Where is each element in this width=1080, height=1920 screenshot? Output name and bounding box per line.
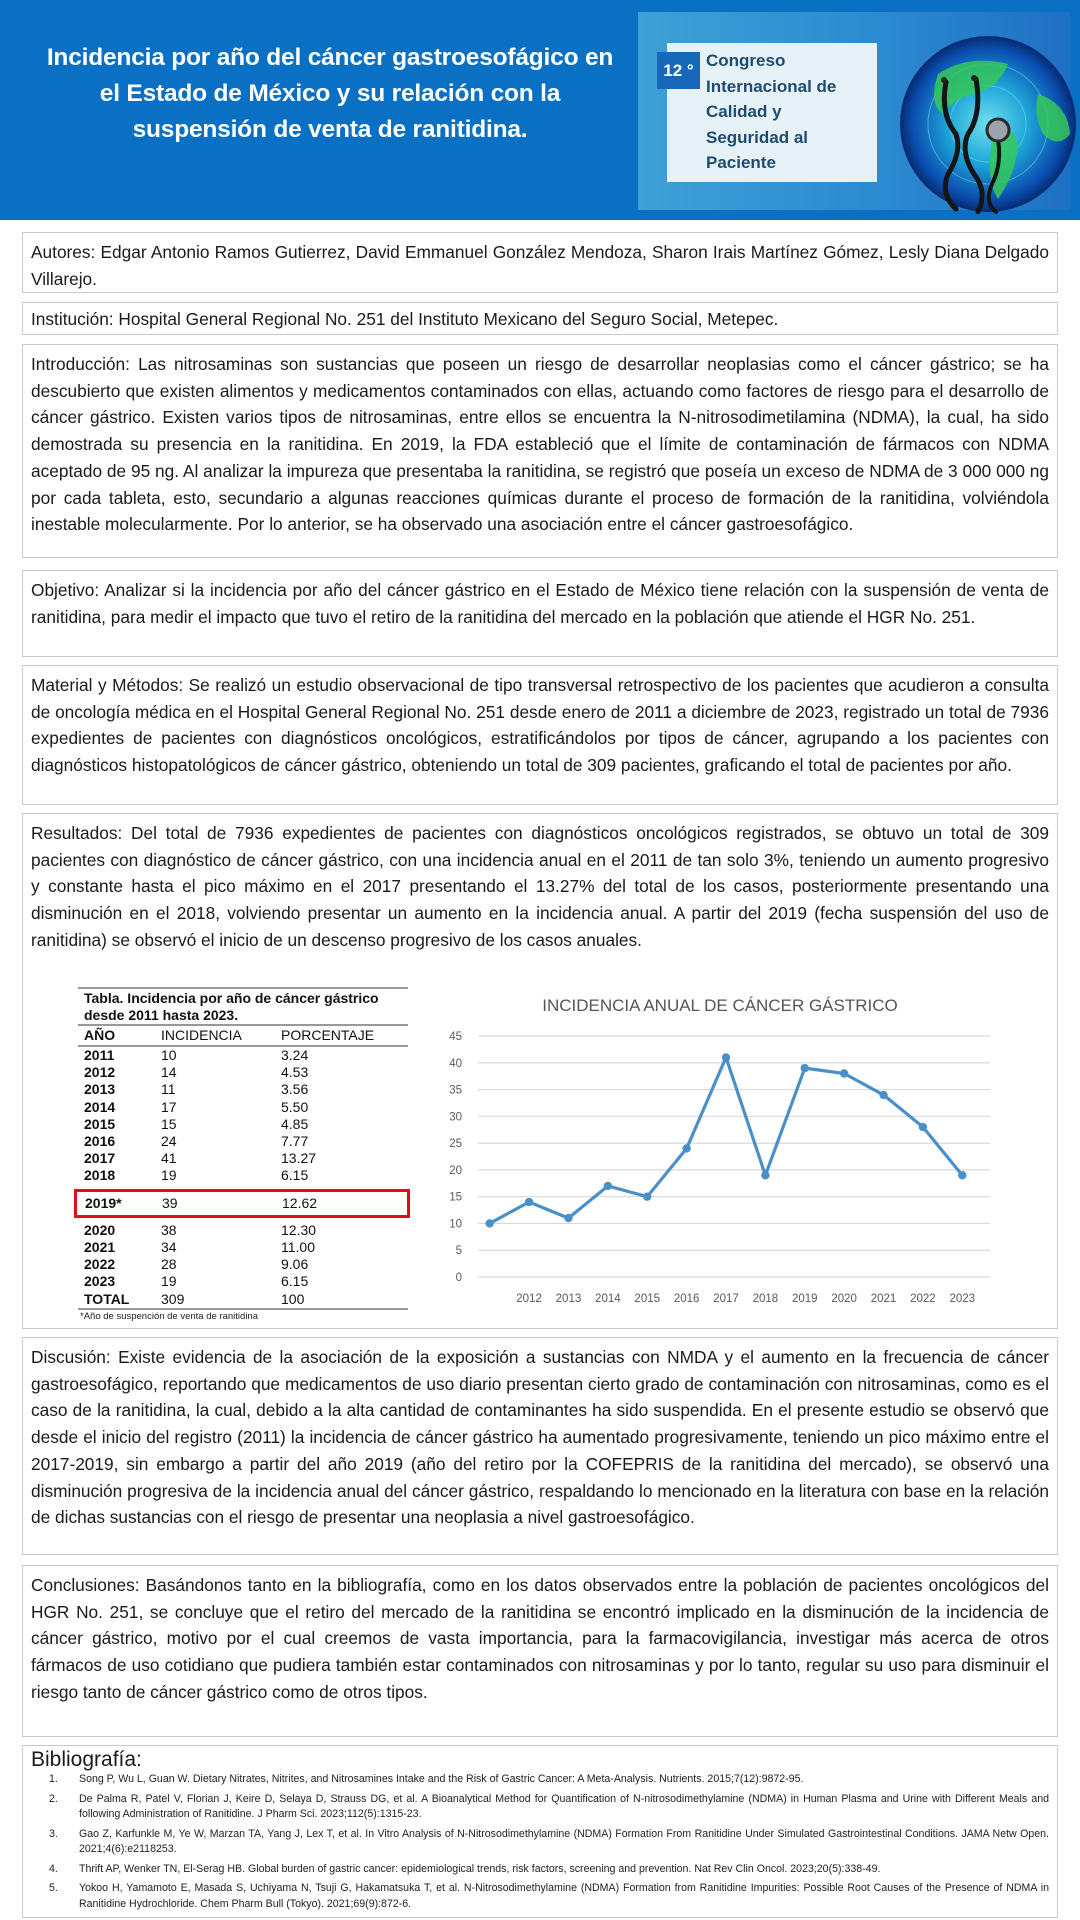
y-tick-label: 0 xyxy=(455,1272,462,1284)
table-cell-incidence: 15 xyxy=(161,1115,177,1132)
table-row xyxy=(78,1133,408,1150)
data-point xyxy=(879,1091,887,1099)
table-row-highlighted xyxy=(74,1189,410,1218)
incidence-series-line xyxy=(490,1057,963,1223)
discussion-section xyxy=(22,1337,1058,1555)
table-row xyxy=(78,1291,408,1310)
bibliography-number: 4. xyxy=(49,1862,58,1875)
table-row xyxy=(78,1047,408,1064)
table-cell-percentage: 4.85 xyxy=(281,1115,309,1132)
table-cell-percentage: 7.77 xyxy=(281,1133,309,1150)
table-cell-year: 2012 xyxy=(84,1064,116,1081)
table-row xyxy=(78,1256,408,1273)
globe-stethoscope-icon xyxy=(898,34,1078,214)
table-cell-percentage: 100 xyxy=(281,1290,305,1307)
authors-text: Autores: Edgar Antonio Ramos Gutierrez, David Emmanuel González Mendoza, Sharon Irais Martínez Gómez, Lesly Diana Delgado Villarejo. xyxy=(31,242,1049,289)
data-point xyxy=(564,1214,572,1222)
data-point xyxy=(958,1171,966,1179)
bibliography-heading: Bibliografía: xyxy=(31,1748,142,1771)
data-point xyxy=(682,1144,690,1152)
x-tick-label: 2014 xyxy=(595,1293,621,1305)
congress-logo xyxy=(638,12,1070,210)
table-cell-year: 2018 xyxy=(84,1167,116,1184)
table-row xyxy=(78,1064,408,1081)
y-tick-label: 10 xyxy=(449,1218,462,1231)
bibliography-item xyxy=(31,1827,1049,1858)
y-tick-label: 15 xyxy=(449,1191,462,1204)
bibliography-number: 3. xyxy=(49,1827,58,1840)
data-point xyxy=(722,1053,730,1061)
table-header-incidence: INCIDENCIA xyxy=(161,1027,242,1043)
data-point xyxy=(801,1064,809,1072)
table-cell-percentage: 3.56 xyxy=(281,1081,309,1098)
data-point xyxy=(761,1171,769,1179)
data-point xyxy=(485,1219,493,1227)
table-cell-percentage: 9.06 xyxy=(281,1256,309,1273)
table-cell-percentage: 6.15 xyxy=(281,1167,309,1184)
table-cell-percentage: 13.27 xyxy=(281,1150,317,1167)
x-tick-label: 2023 xyxy=(949,1293,976,1305)
introduction-text: Introducción: Las nitrosaminas son sustancias que poseen un riesgo de desarrollar neoplasias como el cáncer gástrico; se ha descubierto que existen alimentos y medicamentos contaminados con ellas, actuando como factores de riesgo para el desarrollo de cáncer gástrico. Existen varios tipos de nitrosaminas, entre ellos se encuentra la N-nitrosodimetilamina (NDMA), la cual, ha sido demostrada su presencia en la ranitidina. En 2019, la FDA estableció que el límite de contaminación de fármacos con NDMA aceptado de 95 ng. Al analizar la impureza que presentaba la ranitidina, se registró que poseía un exceso de NDMA de 3 000 000 ng por cada tableta, esto, secundario a algunas reacciones químicas durante el proceso de formación de la ranitidina, volviéndola inestable molecularmente. Por lo anterior, se ha observado una asociación entre el cáncer gastroesofágico. xyxy=(31,354,1049,535)
x-tick-label: 2017 xyxy=(713,1293,739,1305)
y-tick-label: 20 xyxy=(449,1164,462,1177)
bibliography-item xyxy=(31,1792,1049,1823)
methods-text: Material y Métodos: Se realizó un estudio observacional de tipo transversal retrospectivo de los pacientes que acudieron a consulta de oncología médica en el Hospital General Regional No. 251 desde enero de 2011 a diciembre de 2023, registrado un total de 7936 expedientes de pacientes con diagnósticos oncológicos, estratificándolos por tipos de cáncer, agrupando a los pacientes con diagnósticos histopatológicos de cáncer gástrico, obteniendo un total de 309 pacientes, graficando el total de pacientes por año. xyxy=(31,675,1049,776)
table-cell-percentage: 11.00 xyxy=(281,1239,315,1256)
y-tick-label: 45 xyxy=(449,1031,462,1043)
table-cell-year: 2016 xyxy=(84,1133,116,1150)
table-cell-year: 2023 xyxy=(84,1273,116,1290)
bibliography-number: 5. xyxy=(49,1882,58,1894)
bibliography-number: 1. xyxy=(49,1773,58,1785)
conclusions-section xyxy=(22,1565,1058,1737)
x-tick-label: 2019 xyxy=(791,1293,818,1305)
table-cell-percentage: 12.30 xyxy=(281,1221,317,1238)
bibliography-section xyxy=(22,1745,1058,1918)
table-cell-year: 2011 xyxy=(84,1047,115,1063)
table-cell-year: 2019* xyxy=(85,1194,122,1211)
poster-title: Incidencia por año del cáncer gastroesofágico en el Estado de México y su relación con la suspensión de venta de ranitidina. xyxy=(46,44,614,143)
table-row xyxy=(78,1222,408,1239)
table-cell-incidence: 39 xyxy=(162,1194,178,1211)
objective-text: Objetivo: Analizar si la incidencia por año del cáncer gástrico en el Estado de México tiene relación con la suspensión de venta de ranitidina, para medir el impacto que tuvo el retiro de la ranitidina del mercado en la población que atiende el HGR No. 251. xyxy=(31,580,1049,627)
table-cell-percentage: 3.24 xyxy=(281,1047,309,1063)
bibliography-text: De Palma R, Patel V, Florian J, Keire D, Selaya D, Strauss DG, et al. A Bioanalytical Method for Quantification of N-nitrosodimethylamine (NDMA) in Human Plasma and Urine with Different Meals and following Administration of Ranitidine. J Pharm Sci. 2023;112(5):1315-23. xyxy=(79,1792,1049,1820)
bibliography-text: Yokoo H, Yamamoto E, Masada S, Uchiyama N, Tsuji G, Hakamatsuka T, et al. N-Nitrosodimethylamine (NDMA) Formation from Ranitidine Impurities: Possible Root Causes of the Presence of NDMA in Ranitidine Hydrochloride. Chem Pharm Bull (Tokyo). 2021;69(9):872-6. xyxy=(79,1882,1049,1910)
y-tick-label: 25 xyxy=(449,1138,462,1151)
table-cell-percentage: 12.62 xyxy=(282,1194,318,1211)
table-cell-incidence: 10 xyxy=(161,1047,177,1063)
authors-section xyxy=(22,232,1058,293)
table-cell-incidence: 17 xyxy=(161,1098,177,1115)
x-tick-label: 2018 xyxy=(752,1293,779,1305)
bibliography-text: Song P, Wu L, Guan W. Dietary Nitrates, Nitrites, and Nitrosamines Intake and the Risk of Gastric Cancer: A Meta-Analysis. Nutrients. 2015;7(12):9872-95. xyxy=(79,1773,804,1785)
table-footnote: *Año de suspención de venta de ranitidina xyxy=(80,1310,258,1322)
bibliography-text: Thrift AP, Wenker TN, El-Serag HB. Global burden of gastric cancer: epidemiological trends, risk factors, screening and prevention. Nat Rev Clin Oncol. 2023;20(5):338-49. xyxy=(79,1862,881,1875)
table-cell-percentage: 6.15 xyxy=(281,1273,309,1290)
table-cell-incidence: 14 xyxy=(161,1064,177,1081)
table-row xyxy=(78,1099,408,1116)
table-cell-incidence: 24 xyxy=(161,1133,177,1150)
table-cell-percentage: 5.50 xyxy=(281,1098,309,1115)
table-cell-incidence: 309 xyxy=(161,1290,185,1307)
bibliography-item xyxy=(31,1772,1049,1788)
table-row xyxy=(78,1273,408,1290)
congress-name: Congreso Internacional de Calidad y Seguridad al Paciente xyxy=(706,51,837,172)
table-row xyxy=(78,1239,408,1256)
x-tick-label: 2021 xyxy=(870,1293,897,1305)
institution-text: Institución: Hospital General Regional No. 251 del Instituto Mexicano del Seguro Social, Metepec. xyxy=(31,309,779,329)
table-cell-year: 2020 xyxy=(84,1221,116,1238)
x-tick-label: 2022 xyxy=(910,1293,936,1305)
table-cell-incidence: 38 xyxy=(161,1221,177,1238)
y-tick-label: 40 xyxy=(449,1057,462,1070)
results-text: Resultados: Del total de 7936 expedientes de pacientes con diagnósticos oncológicos registrados, se obtuvo un total de 309 pacientes con diagnóstico de cáncer gástrico, con una incidencia anual en el 2011 de tan solo 3%, teniendo un aumento progresivo y constante hasta el pico máximo en el 2017 presentando el 13.27% del total de los casos, posteriormente presentando una disminución en el 2018, volviendo presentar un aumento en la incidencia anual. A partir del 2019 (fecha suspensión del uso de ranitidina) se observó el inicio de un descenso progresivo de los casos anuales. xyxy=(31,823,1049,950)
table-cell-incidence: 28 xyxy=(161,1256,177,1273)
table-cell-incidence: 34 xyxy=(161,1239,177,1256)
table-cell-year: TOTAL xyxy=(84,1290,130,1307)
table-cell-year: 2017 xyxy=(84,1150,116,1167)
data-point xyxy=(604,1182,612,1190)
x-tick-label: 2020 xyxy=(831,1293,857,1305)
bibliography-item xyxy=(31,1881,1049,1912)
conclusions-text: Conclusiones: Basándonos tanto en la bibliografía, como en los datos observados entre la población de pacientes oncológicos del HGR No. 251, se concluye que el retiro del mercado de la ranitidina se encontró implicado en la disminución de la incidencia de cáncer gástrico, motivo por el cual creemos de vasta importancia, para la farmacovigilancia, investigar más acerca de otros fármacos de uso cotidiano que pudiera también estar contaminados con nitrosaminas y por lo tanto, regular su uso para disminuir el riesgo tanto de cáncer gástrico como de otros tipos. xyxy=(31,1575,1049,1702)
table-body xyxy=(78,1047,408,1310)
y-tick-label: 30 xyxy=(449,1111,462,1124)
table-cell-incidence: 19 xyxy=(161,1273,177,1290)
table-cell-year: 2014 xyxy=(84,1098,116,1115)
x-tick-label: 2015 xyxy=(634,1293,661,1305)
table-row xyxy=(78,1150,408,1167)
data-point xyxy=(525,1198,533,1206)
table-cell-year: 2015 xyxy=(84,1115,116,1132)
bibliography-list xyxy=(31,1772,1049,1912)
institution-section xyxy=(22,302,1058,335)
bibliography-text: Gao Z, Karfunkle M, Ye W, Marzan TA, Yang J, Lex T, et al. In Vitro Analysis of N-Nitrosodimethylamine (NDMA) Formation From Ranitidine Under Simulated Gastrointestinal Conditions. JAMA Netw Open. 2021;4(6):e2118253. xyxy=(79,1827,1049,1855)
table-cell-year: 2021 xyxy=(84,1239,116,1256)
edition-badge: 12 ° xyxy=(657,52,700,89)
y-tick-label: 35 xyxy=(449,1084,462,1097)
table-cell-year: 2022 xyxy=(84,1256,116,1273)
table-cell-incidence: 41 xyxy=(161,1150,177,1167)
bibliography-number: 2. xyxy=(49,1792,58,1805)
incidence-table xyxy=(78,987,408,1324)
table-cell-incidence: 11 xyxy=(161,1081,176,1098)
x-tick-label: 2012 xyxy=(516,1293,542,1305)
methods-section xyxy=(22,665,1058,805)
table-header-year: AÑO xyxy=(84,1027,116,1043)
discussion-text: Discusión: Existe evidencia de la asociación de la exposición a sustancias con NMDA y el aumento en la frecuencia de cáncer gastroesofágico, reportando que medicamentos de uso diario presentan cierto grado de contaminación con nitrosaminas, como es el caso de la ranitidina, la cual, debido a la alta cantidad de contaminantes ha sido suspendida. En el presente estudio se observó que desde el inicio del registro (2011) la incidencia de cáncer gástrico ha aumentado progresivamente, teniendo un pico máximo entre el 2017-2019, sin embargo a partir del año 2019 (año del retiro por la COFEPRIS de la ranitidina del mercado), se observó una disminución progresiva de la incidencia anual del cáncer gástrico, respaldando lo mencionado en la literatura con base en la relación de dichas sustancias con el riesgo de presentar una neoplasia a nivel gastroesofágico. xyxy=(31,1347,1049,1528)
data-point xyxy=(919,1123,927,1131)
poster-header xyxy=(0,0,1080,220)
data-point xyxy=(840,1069,848,1077)
introduction-section xyxy=(22,344,1058,558)
incidence-line-chart xyxy=(440,985,1000,1315)
table-header-row xyxy=(78,1026,408,1047)
table-cell-percentage: 4.53 xyxy=(281,1064,309,1081)
table-header-percentage: PORCENTAJE xyxy=(281,1027,375,1043)
data-point xyxy=(643,1192,651,1200)
table-cell-incidence: 19 xyxy=(161,1167,177,1184)
x-tick-label: 2013 xyxy=(555,1293,582,1305)
table-cell-year: 2013 xyxy=(84,1081,116,1098)
table-caption: Tabla. Incidencia por año de cáncer gástrico desde 2011 hasta 2023. xyxy=(78,987,408,1026)
objective-section xyxy=(22,570,1058,657)
bibliography-item xyxy=(31,1862,1049,1878)
y-tick-label: 5 xyxy=(455,1245,462,1258)
table-row xyxy=(78,1081,408,1098)
x-tick-label: 2016 xyxy=(673,1293,700,1305)
table-row xyxy=(78,1116,408,1133)
chart-title: INCIDENCIA ANUAL DE CÁNCER GÁSTRICO xyxy=(542,996,898,1015)
table-row xyxy=(78,1167,408,1184)
